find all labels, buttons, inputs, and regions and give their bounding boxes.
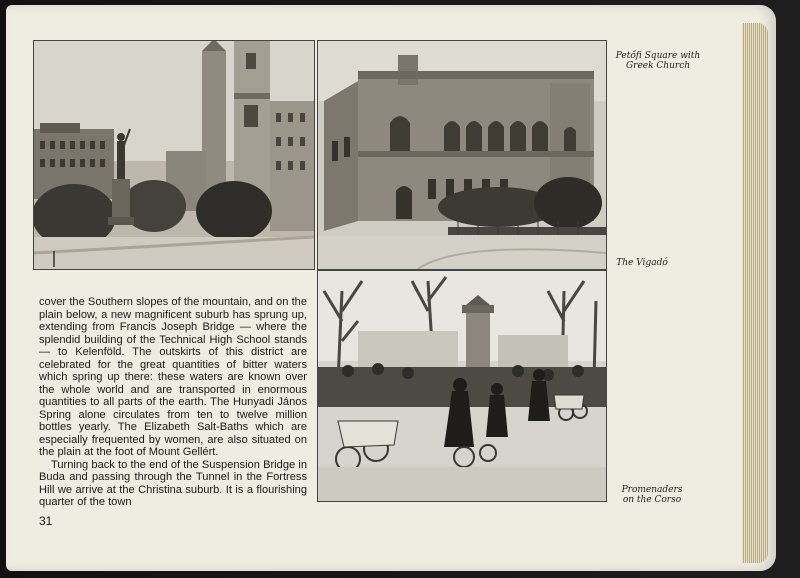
caption-petofi-square: Petőfi Square with Greek Church xyxy=(615,51,701,71)
body-paragraph: cover the Southern slopes of the mountain, and on the plain below, a new magnificent suburb has sprung up, extending from Francis Joseph Bridge — where the splendid building of the Technical High School stands — to Kelenföld. The outskirts of this district are celebrated for the great quantities of bitter waters which spring up there: these waters are known over the whole world and are transported in enormous quantities to all parts of the earth. The Hunyadi János Spring alone circulates from ten to twelve million bottles yearly. The Elizabeth Salt-Baths which are especially frequented by women, are also situated on the plain at the foot of Mount Gellért. xyxy=(39,296,307,458)
photo-petofi-square xyxy=(33,40,315,270)
photo-corso-promenaders xyxy=(317,270,607,502)
caption-vigado: The Vigadó xyxy=(616,258,668,268)
book-page xyxy=(6,5,776,571)
page-number: 31 xyxy=(39,514,53,528)
page-edges xyxy=(742,23,768,563)
photo-vigado xyxy=(317,40,607,270)
body-paragraph: Turning back to the end of the Suspension Bridge in Buda and passing through the Tunnel in the Fortress Hill we arrive at the Christina suburb. It is a flourishing quarter of the town xyxy=(39,458,307,508)
body-text xyxy=(39,296,307,509)
caption-corso: Promenaders on the Corso xyxy=(621,485,683,505)
